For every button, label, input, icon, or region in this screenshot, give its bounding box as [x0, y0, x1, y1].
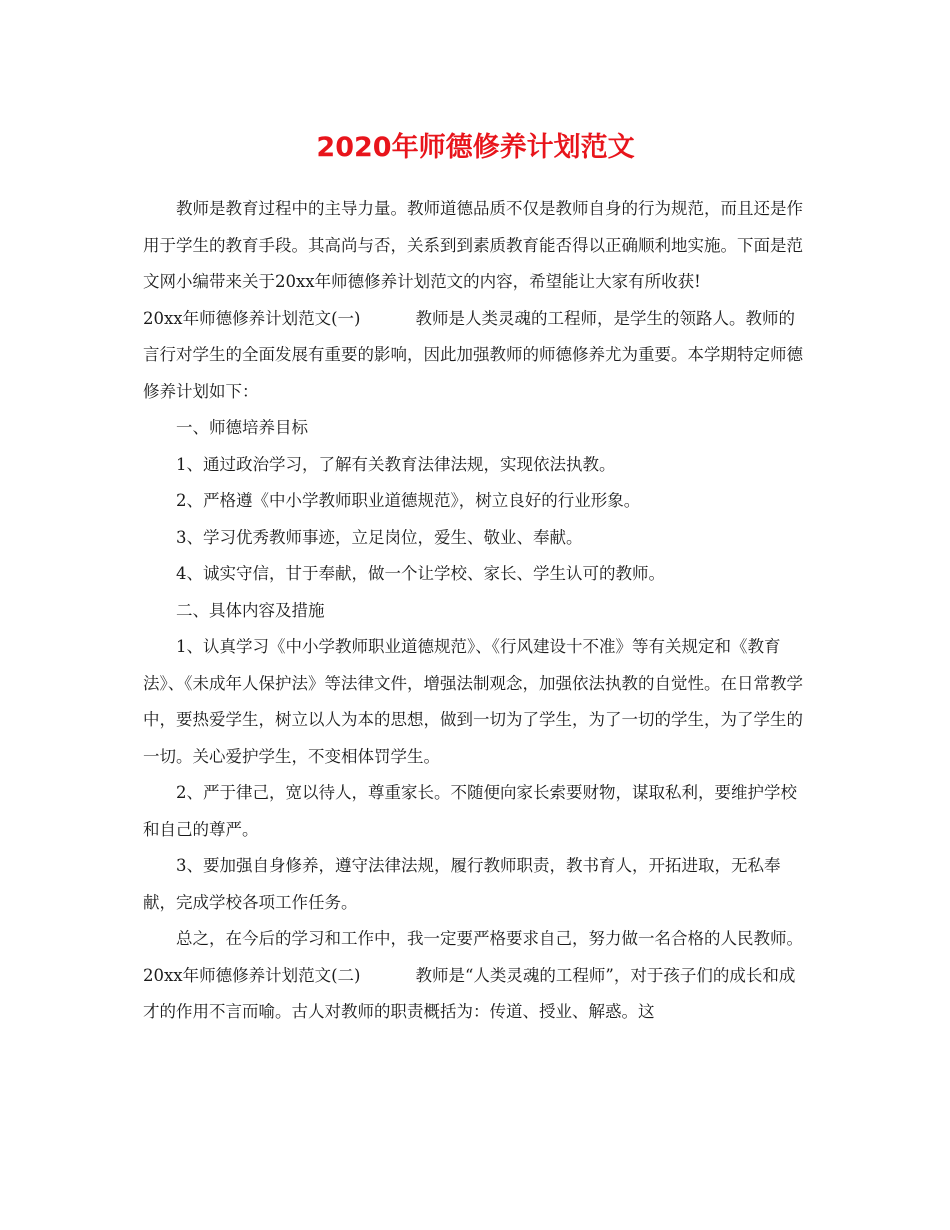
goal-item-3: 3、学习优秀教师事迹，立足岗位，爱生、敬业、奉献。	[176, 527, 583, 547]
document-title: 2020年师德修养计划范文	[316, 132, 635, 163]
section-1-paragraph	[143, 301, 808, 411]
goal-item-2: 2、严格遵《中小学教师职业道德规范》，树立良好的行业形象。	[176, 491, 641, 510]
section-1-lead: 教师是人类灵魂的工程师，是学生的领路人。教师的言行对学生的全面发展有重要的影响，因此加强教师的师德修养尤为重要。本学期特定师德修养计划如下：	[143, 308, 803, 401]
goal-item-4: 4、诚实守信，甘于奉献，做一个让学校、家长、学生认可的教师。	[176, 564, 665, 583]
document-page	[143, 128, 808, 1031]
section-2-heading: 20xx年师德修养计划范文(二)	[143, 965, 361, 985]
goal-item-1: 1、通过政治学习，了解有关教育法律法规，实现依法执教。	[176, 454, 616, 474]
measure-item-3: 3、要加强自身修养，遵守法律法规，履行教师职责，教书育人，开拓进取，无私奉献，完成学校各项工作任务。	[143, 856, 781, 912]
section-1-heading: 20xx年师德修养计划范文(一)	[143, 308, 361, 328]
measure-item-1: 1、认真学习《中小学教师职业道德规范》、《行风建设十不准》等有关规定和《教育法》、《未成年人保护法》等法律文件，增强法制观念，加强依法执教的自觉性。在日常教学中，要热爱学生，树立以人为本的思想，做到一切为了学生，为了一切的学生，为了学生的一切。关心爱护学生，不变相体罚学生。	[143, 637, 803, 766]
part-2-title: 二、具体内容及措施	[176, 600, 325, 620]
section-2-paragraph	[143, 958, 808, 1031]
part-1-title: 一、师德培养目标	[176, 418, 308, 437]
measure-item-2: 2、严于律己，宽以待人，尊重家长。不随便向家长索要财物，谋取私利，要维护学校和自己的尊严。	[143, 783, 797, 839]
section-2-lead: 教师是“人类灵魂的工程师”，对于孩子们的成长和成才的作用不言而喻。古人对教师的职责概括为：传道、授业、解惑。这	[143, 965, 796, 1021]
conclusion-paragraph: 总之，在今后的学习和工作中，我一定要严格要求自己，努力做一名合格的人民教师。	[176, 929, 803, 948]
intro-paragraph: 教师是教育过程中的主导力量。教师道德品质不仅是教师自身的行为规范，而且还是作用于学生的教育手段。其高尚与否，关系到到素质教育能否得以正确顺利地实施。下面是范文网小编带来关于20xx年师德修养计划范文的内容，希望能让大家有所收获!	[143, 199, 803, 291]
document-body	[143, 191, 808, 1031]
